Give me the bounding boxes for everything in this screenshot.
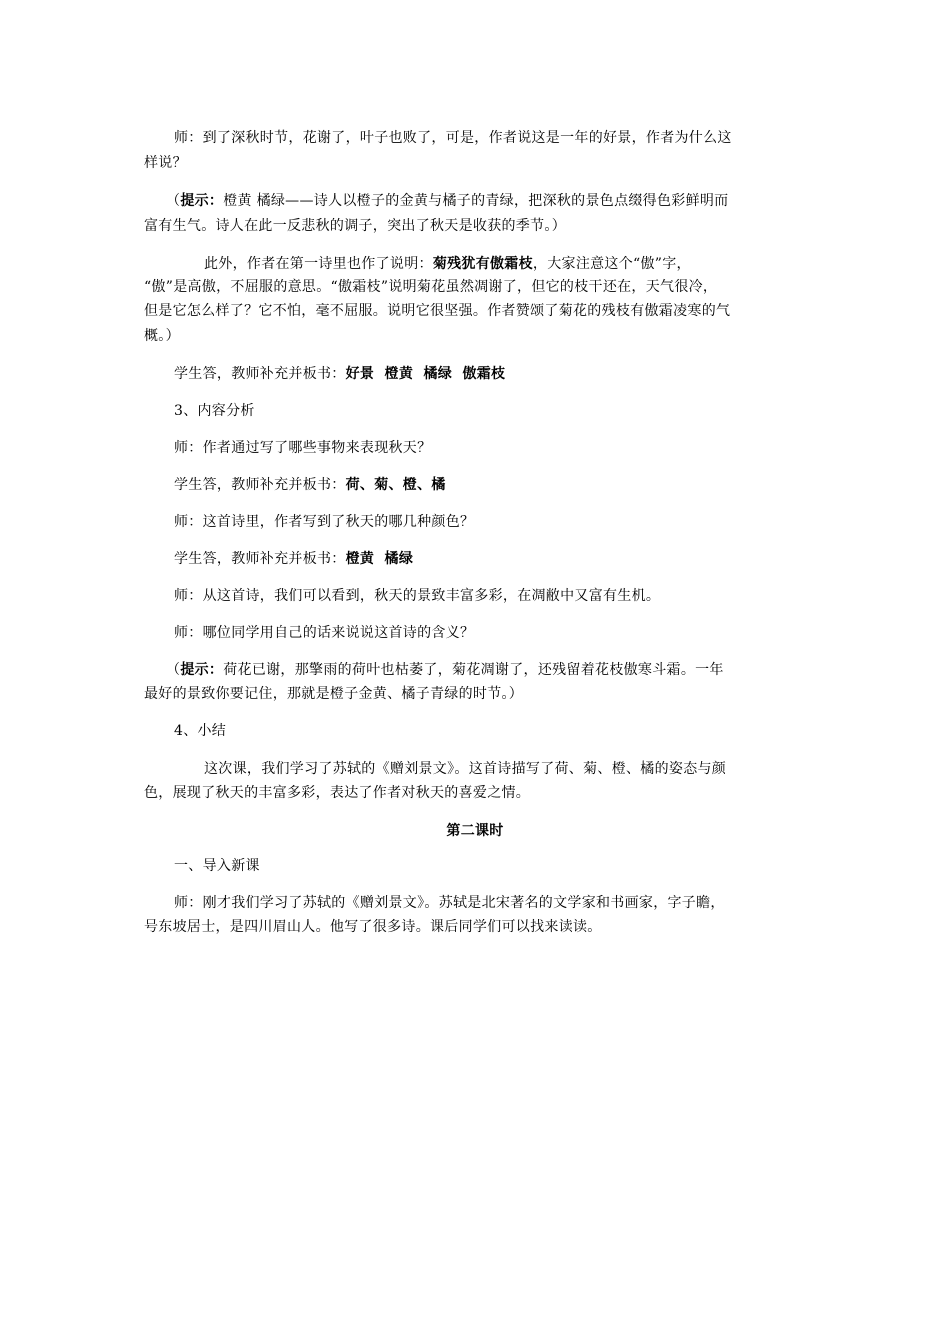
section-heading-text: 4、小结 [174,723,227,739]
hint-line [144,190,806,212]
hint-text: 荷花已谢，那擎雨的荷叶也枯萎了，菊花凋谢了，还残留着花枝傲寒斗霜。一年 [223,662,724,678]
paragraph-text: 色，展现了秋天的丰富多彩，表达了作者对秋天的喜爱之情。 [144,785,531,801]
hint-text: 橙黄 橘绿——诗人以橙子的金黄与橘子的青绿，把深秋的景色点缀得色彩鲜明而 [223,193,729,209]
paragraph-line [144,758,806,780]
paragraph-line [144,363,806,385]
paragraph-line [144,892,806,914]
hint-line [144,215,806,237]
paragraph-line [144,782,806,804]
lesson-heading-text: 第二课时 [446,823,504,839]
paragraph-text: 师：从这首诗，我们可以看到，秋天的景致丰富多彩，在凋敝中又富有生机。 [174,588,661,604]
paragraph-line [144,437,806,459]
hint-line [144,683,806,705]
section-heading [144,855,806,877]
lesson-heading [144,820,806,842]
hint-text: 富有生气。诗人在此一反悲秋的调子，突出了秋天是收获的季节。） [144,218,566,234]
paragraph-text: 此外，作者在第一诗里也作了说明： [204,256,433,272]
paragraph-line [144,276,806,298]
hint-line [144,659,806,681]
paragraph-text: 但是它怎么样了？它不怕，毫不屈服。说明它很坚强。作者赞颂了菊花的残枝有傲霜凌寒的气 [144,303,731,319]
paragraph-text: 师：刚才我们学习了苏轼的《赠刘景文》。苏轼是北宋著名的文学家和书画家，字子瞻， [174,895,725,911]
board-notes: 好景 橙黄 橘绿 傲霜枝 [345,366,506,382]
paragraph-text: 学生答，教师补充并板书： [174,477,346,493]
paragraph-line [144,325,806,347]
paragraph-line [144,253,806,275]
paragraph-line [144,300,806,322]
paragraph-text: “傲”是高傲，不屈服的意思。“傲霜枝”说明菊花虽然凋谢了，但它的枝干还在，天气很冷， [144,279,718,295]
hint-label: 提示： [180,662,224,678]
paragraph-line [144,474,806,496]
section-heading-text: 一、导入新课 [174,858,260,874]
hint-text: 最好的景致你要记住，那就是橙子金黄、橘子青绿的时节。） [144,686,524,702]
open-paren: （ [166,193,181,209]
board-notes: 橙黄 橘绿 [345,551,414,567]
board-notes: 荷、菊、橙、橘 [345,477,446,493]
paragraph-text: ，大家注意这个“傲”字， [532,256,691,272]
paragraph-text: 学生答，教师补充并板书： [174,366,346,382]
open-paren: （ [166,662,181,678]
paragraph-line [144,152,806,174]
paragraph-text: 号东坡居士，是四川眉山人。他写了很多诗。课后同学们可以找来读读。 [144,919,602,935]
hint-label: 提示： [180,193,224,209]
section-heading-text: 3、内容分析 [174,403,255,419]
paragraph-line [144,511,806,533]
paragraph-text: 概。） [144,328,180,344]
paragraph-text: 师：哪位同学用自己的话来说说这首诗的含义？ [174,625,475,641]
section-heading [144,720,806,742]
paragraph-line [144,127,806,149]
paragraph-text: 学生答，教师补充并板书： [174,551,346,567]
paragraph-text: 这次课，我们学习了苏轼的《赠刘景文》。这首诗描写了荷、菊、橙、橘的姿态与颜 [204,761,727,777]
paragraph-text: 样说？ [144,155,187,171]
paragraph-line [144,622,806,644]
document-page [144,0,806,1344]
poem-quote: 菊残犹有傲霜枝 [432,256,533,272]
paragraph-text: 师：作者通过写了哪些事物来表现秋天？ [174,440,432,456]
paragraph-text: 师：这首诗里，作者写到了秋天的哪几种颜色？ [174,514,475,530]
paragraph-line [144,916,806,938]
paragraph-line [144,548,806,570]
section-heading [144,400,806,422]
paragraph-line [144,585,806,607]
paragraph-text: 师：到了深秋时节，花谢了，叶子也败了，可是，作者说这是一年的好景，作者为什么这 [174,130,732,146]
